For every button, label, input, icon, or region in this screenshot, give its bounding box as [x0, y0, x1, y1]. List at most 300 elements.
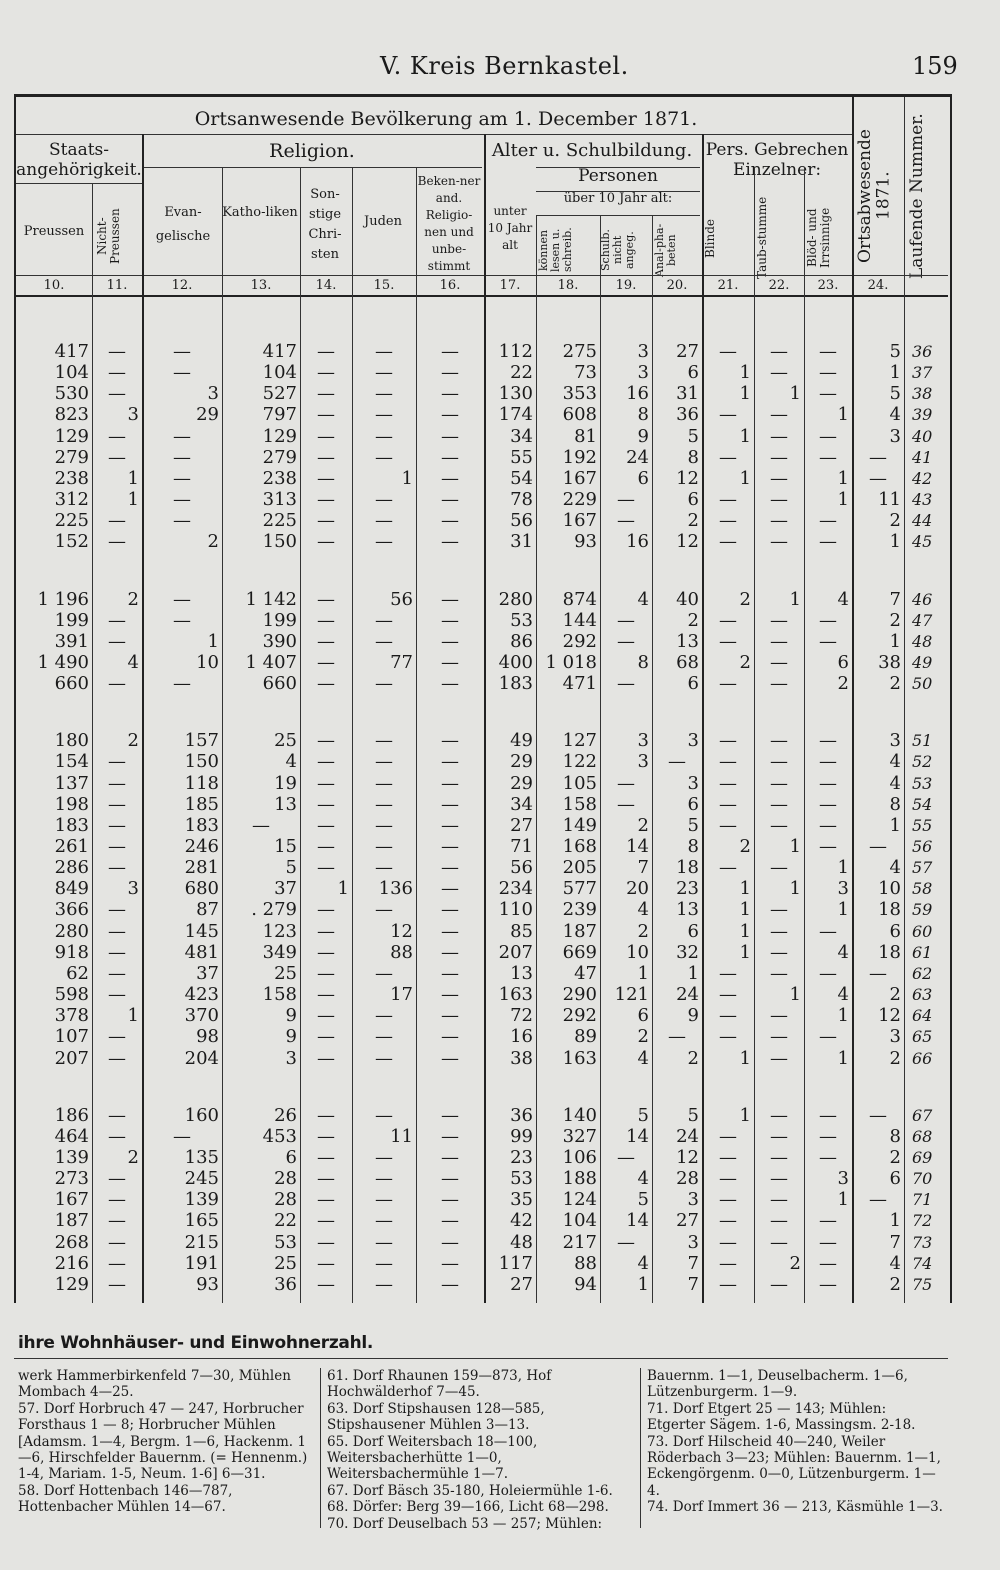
table-cell: 608: [562, 404, 597, 426]
table-cell: —: [719, 857, 737, 879]
table-cell: —: [770, 630, 788, 652]
table-cell: —: [375, 1026, 393, 1048]
table-cell: 1: [837, 467, 849, 489]
table-cell: 327: [562, 1125, 597, 1147]
table-cell: 400: [498, 651, 533, 673]
table-cell: —: [375, 857, 393, 879]
table-cell: 660: [262, 673, 297, 695]
table-cell: —: [317, 1273, 335, 1295]
table-cell: 129: [262, 425, 297, 447]
table-cell: 1: [789, 878, 801, 900]
table-cell: 32: [676, 941, 699, 963]
table-cell: 417: [262, 341, 297, 362]
table-cell: —: [617, 1231, 635, 1253]
table-cell: —: [770, 467, 788, 489]
table-cell: 238: [54, 467, 89, 489]
table-cell: 34: [510, 793, 533, 815]
table-cell: 129: [54, 1273, 89, 1295]
table-cell: 29: [196, 404, 219, 426]
table-cell: 56: [390, 588, 413, 610]
rule: [536, 215, 700, 216]
notes-column-2: [320, 1368, 633, 1532]
table-cell: 31: [676, 383, 699, 405]
table-cell: 12: [676, 1146, 699, 1168]
col-analph: Anal-pha-beten: [653, 223, 679, 277]
table-cell: —: [317, 1125, 335, 1147]
table-cell: 117: [498, 1252, 533, 1274]
table-cell: 312: [54, 489, 89, 511]
table-cell: 25: [274, 1252, 297, 1274]
table-cell: 7: [889, 1231, 901, 1253]
col-bloed: Blöd- und Irrsinnige: [805, 207, 833, 269]
col-number: 18.: [557, 278, 579, 293]
table-cell: 16: [626, 531, 649, 553]
table-cell: —: [441, 651, 459, 673]
col-katholiken: Katho-liken: [222, 205, 298, 220]
col-number: 11.: [106, 278, 128, 293]
table-cell: —: [441, 446, 459, 468]
table-cell: 31: [510, 531, 533, 553]
table-cell: 2: [687, 1047, 699, 1069]
row-number: 64: [912, 1006, 933, 1026]
table-cell: —: [441, 362, 459, 384]
table-cell: 1: [207, 630, 219, 652]
table-cell: 3: [837, 878, 849, 900]
table-cell: 88: [574, 1252, 597, 1274]
table-cell: 54: [510, 467, 533, 489]
col-schulb: Schulb. nicht angeg.: [599, 229, 637, 271]
table-cell: —: [173, 673, 191, 695]
row-number: 58: [912, 879, 933, 899]
table-cell: —: [108, 1252, 126, 1274]
rule: [14, 1358, 948, 1359]
table-cell: 2: [889, 510, 901, 532]
table-cell: 8: [637, 651, 649, 673]
table-cell: 1: [739, 383, 751, 405]
table-cell: 36: [676, 404, 699, 426]
col-number: 17.: [499, 278, 521, 293]
table-cell: —: [375, 751, 393, 773]
table-cell: —: [441, 1231, 459, 1253]
table-cell: —: [375, 1146, 393, 1168]
table-cell: —: [719, 730, 737, 752]
table-cell: 78: [510, 489, 533, 511]
table-cell: —: [719, 1273, 737, 1295]
table-cell: —: [108, 673, 126, 695]
row-number: 50: [912, 674, 933, 694]
table-cell: 8: [687, 446, 699, 468]
table-cell: 279: [54, 446, 89, 468]
table-cell: —: [770, 489, 788, 511]
table-cell: —: [441, 1210, 459, 1232]
table-cell: 1: [337, 878, 349, 900]
table-cell: —: [819, 730, 837, 752]
table-cell: 27: [510, 814, 533, 836]
table-cell: —: [375, 404, 393, 426]
table-cell: —: [441, 730, 459, 752]
col-laufende: Laufende Nummer.: [907, 113, 927, 279]
row-number: 43: [912, 490, 933, 510]
table-cell: 204: [184, 1047, 219, 1069]
table-cell: —: [317, 941, 335, 963]
table-cell: 98: [196, 1026, 219, 1048]
table-cell: 290: [562, 984, 597, 1006]
table-cell: 28: [274, 1189, 297, 1211]
table-cell: 8: [889, 1125, 901, 1147]
row-number: 67: [912, 1105, 933, 1125]
table-cell: 5: [889, 341, 901, 362]
table-cell: 192: [562, 446, 597, 468]
table-cell: 366: [54, 899, 89, 921]
col-number: 15.: [373, 278, 395, 293]
table-cell: —: [108, 341, 126, 362]
table-cell: —: [375, 793, 393, 815]
table-cell: 1: [401, 467, 413, 489]
row-number: 46: [912, 589, 933, 609]
table-cell: 6: [687, 920, 699, 942]
table-cell: —: [441, 941, 459, 963]
table-cell: 9: [687, 1005, 699, 1027]
table-cell: 93: [574, 531, 597, 553]
table-cell: —: [375, 510, 393, 532]
table-cell: 68: [676, 651, 699, 673]
table-cell: 27: [510, 1273, 533, 1295]
row-number: 74: [912, 1253, 933, 1273]
table-cell: 1: [739, 1047, 751, 1069]
table-cell: 8: [889, 793, 901, 815]
table-cell: 9: [637, 425, 649, 447]
table-cell: 127: [562, 730, 597, 752]
table-cell: —: [819, 531, 837, 553]
table-cell: 2: [637, 814, 649, 836]
table-cell: —: [375, 609, 393, 631]
table-cell: 28: [274, 1168, 297, 1190]
table-cell: 2: [739, 651, 751, 673]
table-cell: 28: [676, 1168, 699, 1190]
table-cell: 275: [562, 341, 597, 362]
table-cell: 18: [676, 857, 699, 879]
table-cell: —: [719, 793, 737, 815]
table-cell: 527: [262, 383, 297, 405]
table-cell: —: [441, 510, 459, 532]
notes-title: ihre Wohnhäuser- und Einwohnerzahl.: [18, 1333, 374, 1353]
table-cell: —: [819, 1252, 837, 1274]
table-cell: —: [108, 962, 126, 984]
table-cell: 1 490: [37, 651, 89, 673]
table-cell: —: [770, 1005, 788, 1027]
table-cell: 3: [127, 878, 139, 900]
table-cell: —: [869, 1189, 887, 1211]
table-cell: 370: [184, 1005, 219, 1027]
table-cell: —: [317, 814, 335, 836]
table-cell: 4: [889, 751, 901, 773]
row-number: 49: [912, 652, 933, 672]
table-cell: —: [375, 341, 393, 362]
table-cell: —: [770, 1273, 788, 1295]
table-cell: 49: [510, 730, 533, 752]
note-entry: 70. Dorf Deuselbach 53 — 257; Mühlen:: [327, 1515, 603, 1532]
table-cell: —: [441, 383, 459, 405]
table-cell: 3: [207, 383, 219, 405]
table-cell: —: [770, 730, 788, 752]
table-cell: —: [819, 362, 837, 384]
row-number: 48: [912, 631, 933, 651]
table-cell: 1: [837, 404, 849, 426]
table-cell: 217: [562, 1231, 597, 1253]
page-title: V. Kreis Bernkastel.: [380, 52, 629, 80]
table-cell: 4: [889, 857, 901, 879]
table-cell: —: [770, 1047, 788, 1069]
table-cell: —: [819, 1273, 837, 1295]
table-cell: —: [719, 489, 737, 511]
table-cell: 273: [54, 1168, 89, 1190]
table-cell: —: [173, 489, 191, 511]
table-cell: 2: [739, 836, 751, 857]
col-number: 24.: [867, 278, 889, 293]
table-cell: 9: [285, 1026, 297, 1048]
table-cell: 110: [498, 899, 533, 921]
table-cell: —: [719, 1189, 737, 1211]
table-cell: 669: [562, 941, 597, 963]
table-cell: —: [770, 446, 788, 468]
table-cell: 5: [687, 814, 699, 836]
table-cell: 13: [676, 899, 699, 921]
table-cell: 10: [878, 878, 901, 900]
note-entry: 58. Dorf Hottenbach 146—787, Hottenbacher Mühlen 14—67.: [18, 1482, 233, 1516]
table-cell: 20: [626, 878, 649, 900]
table-cell: 37: [274, 878, 297, 900]
table-cell: 3: [889, 730, 901, 752]
table-cell: 140: [562, 1104, 597, 1126]
table-cell: 2: [637, 1026, 649, 1048]
table-cell: —: [108, 1168, 126, 1190]
table-cell: 7: [687, 1273, 699, 1295]
table-cell: —: [441, 531, 459, 553]
table-cell: —: [819, 751, 837, 773]
table-cell: 89: [574, 1026, 597, 1048]
table-cell: 1: [789, 836, 801, 857]
table-cell: 245: [184, 1168, 219, 1190]
table-cell: —: [375, 531, 393, 553]
table-cell: 85: [510, 920, 533, 942]
table-cell: 104: [562, 1210, 597, 1232]
row-number: 52: [912, 752, 933, 772]
table-cell: —: [869, 1104, 887, 1126]
table-cell: 4: [127, 651, 139, 673]
table-cell: 150: [262, 531, 297, 553]
row-number: 75: [912, 1274, 933, 1294]
table-cell: 2: [889, 1047, 901, 1069]
table-cell: 81: [574, 425, 597, 447]
row-number: 40: [912, 426, 933, 446]
row-number: 36: [912, 342, 933, 361]
table-cell: 136: [378, 878, 413, 900]
table-cell: 823: [54, 404, 89, 426]
row-number: 53: [912, 773, 933, 793]
table-cell: —: [770, 1231, 788, 1253]
row-number: 57: [912, 858, 933, 878]
table-cell: 106: [562, 1146, 597, 1168]
table-cell: 6: [637, 467, 649, 489]
table-cell: 1 196: [37, 588, 89, 610]
table-cell: 199: [262, 609, 297, 631]
table-cell: 5: [637, 1104, 649, 1126]
table-cell: —: [317, 920, 335, 942]
table-cell: —: [441, 1104, 459, 1126]
table-cell: —: [441, 920, 459, 942]
table-cell: 167: [562, 467, 597, 489]
table-cell: 2: [889, 984, 901, 1006]
table-cell: 187: [562, 920, 597, 942]
table-cell: —: [108, 446, 126, 468]
table-cell: 471: [562, 673, 597, 695]
table-cell: 918: [54, 941, 89, 963]
table-cell: —: [819, 1026, 837, 1048]
table-cell: 2: [837, 673, 849, 695]
table-cell: —: [375, 673, 393, 695]
table-cell: 6: [889, 1168, 901, 1190]
table-cell: 1: [789, 984, 801, 1006]
table-cell: —: [819, 446, 837, 468]
table-cell: —: [375, 1189, 393, 1211]
table-cell: 1: [739, 899, 751, 921]
table-cell: —: [317, 751, 335, 773]
table-cell: 183: [498, 673, 533, 695]
table-cell: 417: [54, 341, 89, 362]
table-cell: 3: [127, 404, 139, 426]
table-cell: —: [317, 588, 335, 610]
row-number: 41: [912, 447, 933, 467]
table-cell: —: [108, 984, 126, 1006]
table-cell: 11: [878, 489, 901, 511]
table-cell: —: [770, 814, 788, 836]
table-cell: 121: [614, 984, 649, 1006]
table-cell: 1: [739, 467, 751, 489]
table-cell: 99: [510, 1125, 533, 1147]
table-cell: 14: [626, 836, 649, 857]
col-number: 22.: [768, 278, 790, 293]
table-cell: —: [770, 1026, 788, 1048]
table-cell: 3: [837, 1168, 849, 1190]
table-cell: —: [441, 1252, 459, 1274]
table-cell: 38: [510, 1047, 533, 1069]
table-cell: 6: [837, 651, 849, 673]
table-cell: —: [819, 425, 837, 447]
table-cell: —: [108, 836, 126, 857]
table-cell: 353: [562, 383, 597, 405]
table-cell: —: [317, 1210, 335, 1232]
col-preussen: Preussen: [23, 224, 85, 239]
table-cell: —: [719, 1125, 737, 1147]
table-cell: 238: [262, 467, 297, 489]
col-sonstige: Son-stige Chri-sten: [308, 187, 342, 262]
table-cell: —: [375, 1273, 393, 1295]
row-number: 63: [912, 985, 933, 1005]
table-cell: —: [617, 673, 635, 695]
table-cell: —: [108, 1047, 126, 1069]
table-cell: —: [441, 814, 459, 836]
table-cell: —: [317, 383, 335, 405]
row-number: 66: [912, 1048, 933, 1068]
table-cell: 4: [637, 1047, 649, 1069]
table-cell: —: [317, 531, 335, 553]
rule: [536, 167, 700, 168]
table-cell: —: [719, 609, 737, 631]
table-cell: —: [375, 899, 393, 921]
table-cell: 1: [837, 489, 849, 511]
table-cell: 163: [562, 1047, 597, 1069]
table-cell: 1: [739, 425, 751, 447]
row-number: 73: [912, 1232, 933, 1252]
table-cell: 135: [184, 1146, 219, 1168]
table-cell: 71: [510, 836, 533, 857]
table-cell: 3: [687, 730, 699, 752]
row-number: 60: [912, 921, 933, 941]
row-number: 54: [912, 794, 933, 814]
table-cell: —: [770, 609, 788, 631]
row-number: 69: [912, 1147, 933, 1167]
table-cell: 225: [262, 510, 297, 532]
row-number: 71: [912, 1190, 933, 1210]
table-cell: —: [441, 836, 459, 857]
table-cell: —: [108, 531, 126, 553]
table-cell: 62: [66, 962, 89, 984]
col-number: 21.: [717, 278, 739, 293]
table-cell: 12: [878, 1005, 901, 1027]
table-cell: —: [108, 1273, 126, 1295]
table-cell: —: [375, 425, 393, 447]
table-cell: 261: [54, 836, 89, 857]
column-rule: [904, 97, 905, 1303]
table-cell: —: [375, 362, 393, 384]
table-cell: —: [441, 1047, 459, 1069]
table-cell: 87: [196, 899, 219, 921]
table-cell: —: [719, 404, 737, 426]
table-cell: 3: [285, 1047, 297, 1069]
table-cell: 2: [789, 1252, 801, 1274]
row-number: 51: [912, 731, 933, 751]
col-evangelische: Evan-gelische: [155, 205, 211, 244]
table-cell: 149: [562, 814, 597, 836]
table-cell: 6: [889, 920, 901, 942]
table-cell: 29: [510, 772, 533, 794]
table-cell: —: [108, 814, 126, 836]
table-cell: —: [375, 814, 393, 836]
table-cell: 118: [184, 772, 219, 794]
rule: [536, 191, 700, 192]
table-cell: —: [173, 341, 191, 362]
table-cell: 26: [274, 1104, 297, 1126]
table-cell: 48: [510, 1231, 533, 1253]
table-cell: —: [441, 467, 459, 489]
note-entry: 65. Dorf Weitersbach 18—100, Weitersbacherhütte 1—0, Weitersbachermühle 1—7.: [327, 1433, 538, 1483]
table-cell: —: [819, 814, 837, 836]
table-cell: 17: [390, 984, 413, 1006]
table-cell: —: [441, 588, 459, 610]
table-cell: 4: [637, 588, 649, 610]
table-cell: 112: [498, 341, 533, 362]
table-cell: 157: [184, 730, 219, 752]
table-cell: 16: [626, 383, 649, 405]
table-cell: 6: [687, 362, 699, 384]
table-cell: —: [375, 1047, 393, 1069]
table-cell: —: [719, 1005, 737, 1027]
table-cell: 24: [676, 984, 699, 1006]
col-number: 20.: [666, 278, 688, 293]
table-cell: 205: [562, 857, 597, 879]
table-cell: —: [108, 1104, 126, 1126]
table-cell: 168: [562, 836, 597, 857]
